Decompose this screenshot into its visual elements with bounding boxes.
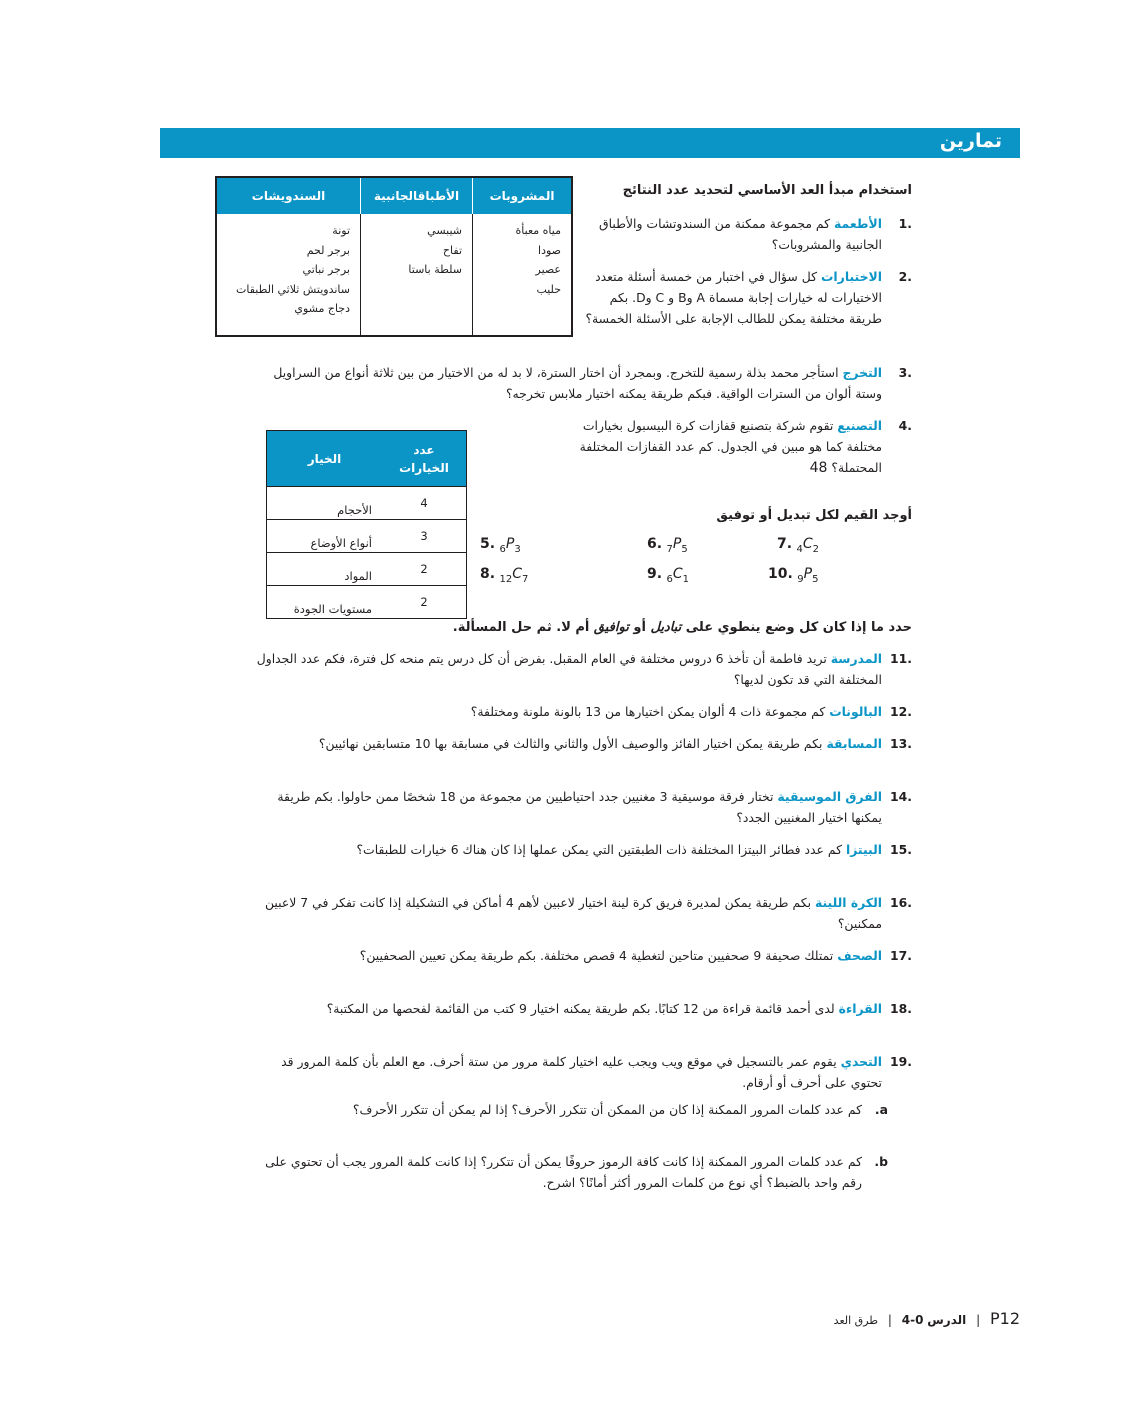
list-item: حليب (536, 282, 561, 296)
list-item: برجر نباتي (302, 263, 350, 276)
question-4 (570, 415, 912, 479)
list-item: عصير (535, 263, 561, 276)
footer-divider: | (887, 1313, 892, 1327)
page-footer (834, 1309, 1020, 1328)
expr-5 (480, 536, 521, 555)
option-label: مستويات الجودة (267, 586, 383, 619)
question-18 (262, 998, 912, 1019)
expr-number: 7. (777, 536, 793, 552)
options-table-header-row (267, 431, 467, 487)
question-text: تريد فاطمة أن تأخذ 6 دروس مختلفة في العام المقبل. بفرض أن كل درس يتم منحه كل فترة، فكم عدد الجداول المختلفة التي قد تكون لديها؟ (256, 651, 882, 687)
question-text: كم مجموعة ذات 4 ألوان يمكن اختيارها من 13 بالونة ملونة ومختلفة؟ (470, 704, 826, 719)
expr-9 (647, 566, 689, 585)
expr-number: 10. (768, 566, 793, 582)
food-table-header-row (216, 177, 572, 214)
question-text: تقوم شركة بتصنيع قفازات كرة البيسبول بخيارات مختلفة كما هو مبين في الجدول. كم عدد القفازات المختلفة المحتملة؟ (579, 418, 882, 475)
question-number: .16 (890, 895, 912, 910)
question-keyword: المدرسة (830, 651, 882, 666)
option-count: 3 (382, 520, 467, 553)
expr-letter: P (672, 536, 682, 552)
option-label: أنواع الأوضاع (267, 520, 383, 553)
question-15 (297, 839, 912, 860)
question-16 (252, 892, 912, 934)
expr-n: 12 (499, 573, 513, 585)
option-label: الأحجام (267, 487, 383, 520)
col-header-count (382, 431, 467, 487)
list-item: ساندويتش ثلاثي الطبقات (236, 282, 350, 296)
list-item: صودا (538, 243, 561, 257)
heading-part: أم لا. ثم حل المسألة. (452, 620, 590, 635)
list-item: شيبسي (427, 224, 462, 237)
question-number: .15 (890, 842, 912, 857)
col-header-sandwiches: السندويشات (216, 177, 361, 214)
question-text: بكم طريقة يمكن اختيار الفائز والوصيف الأول والثاني والثالث في مسابقة بها 10 متسابقين نهائيين؟ (318, 736, 823, 751)
question-keyword: الكرة اللينة (814, 895, 882, 910)
list-item: دجاج مشوي (294, 302, 350, 315)
heading-italic: تباديل (650, 620, 682, 635)
option-count: 2 (382, 586, 467, 619)
question-keyword: المسابقة (826, 736, 882, 751)
question-text: يقوم عمر بالتسجيل في موقع ويب ويجب عليه اختيار كلمة مرور من ستة أحرف. مع العلم بأن كلمة المرور قد تحتوي على أحرف أو أرقام. (281, 1054, 882, 1090)
table-row (267, 487, 467, 520)
question-text: كم مجموعة ممكنة من السندوتشات والأطباق الجانبية والمشروبات؟ (598, 216, 882, 252)
option-count: 4 (382, 487, 467, 520)
question-12 (262, 701, 912, 722)
lesson-label: الدرس (927, 1313, 967, 1327)
question-keyword: البيتزا (845, 842, 882, 857)
section3-heading (252, 620, 912, 635)
sandwiches-cell (216, 214, 361, 336)
heading-part: أو (633, 620, 646, 635)
expr-7 (777, 536, 819, 555)
question-13 (267, 733, 912, 754)
expr-r: 7 (522, 573, 529, 585)
question-11 (247, 648, 912, 690)
section1-heading: استخدام مبدأ العد الأساسي لتحديد عدد النتائج (622, 183, 912, 198)
question-keyword: التصنيع (837, 418, 882, 433)
question-2 (574, 266, 912, 329)
list-item: سلطة باستا (408, 263, 462, 276)
question-number: .14 (890, 789, 912, 804)
question-number: .17 (890, 948, 912, 963)
expr-n: 6 (499, 543, 506, 555)
section-header-bar (160, 128, 1020, 158)
expr-r: 5 (681, 543, 688, 555)
expr-number: 6. (647, 536, 663, 552)
lesson-title: طرق العد (833, 1314, 879, 1327)
list-item: برجر لحم (306, 243, 350, 257)
expr-n: 6 (666, 573, 673, 585)
question-text: كم عدد كلمات المرور الممكنة إذا كانت كافة الرموز حروفًا يمكن أن تتكرر؟ إذا كانت كلمة المرور يجب أن تحتوي على رقم واحد بالضبط؟ أي نوع من كلمات المرور أكثر أمانًا؟ اشرح. (265, 1154, 862, 1190)
expr-letter: P (803, 566, 813, 582)
food-table (215, 176, 573, 337)
col-header-count-line2: الخيارات (399, 460, 449, 475)
question-number: .12 (890, 704, 912, 719)
question-text: تختار فرقة موسيقية 3 مغنيين جدد احتياطيين من مجموعة من 18 شخصًا ممن حاولوا. بكم طريقة يمكنها اختيار المغنيين الجدد؟ (277, 789, 882, 825)
question-keyword: البالونات (829, 704, 882, 719)
table-row (267, 553, 467, 586)
question-keyword: الاختبارات (820, 269, 882, 284)
question-number: .3 (898, 365, 912, 380)
question-keyword: التخرج (842, 365, 882, 380)
options-table (266, 430, 467, 619)
question-number: .19 (890, 1054, 912, 1069)
section2-heading: أوجد القيم لكل تبديل أو توفيق (716, 508, 912, 523)
col-header-option: الخيار (267, 431, 383, 487)
question-14 (277, 786, 912, 828)
expr-n: 4 (796, 543, 803, 555)
question-text: لدى أحمد قائمة قراءة من 12 كتابًا. بكم طريقة يمكنه اختيار 9 كتب من القائمة لفحصها من المكتبة؟ (326, 1001, 835, 1016)
list-item: تفاح (442, 243, 462, 257)
question-keyword: الصحف (837, 948, 882, 963)
expr-10 (768, 566, 818, 585)
question-17 (292, 945, 912, 966)
question-1 (582, 213, 912, 255)
option-label: المواد (267, 553, 383, 586)
expr-letter: P (505, 536, 515, 552)
table-row (267, 520, 467, 553)
answer-value: 48 (809, 460, 828, 476)
drinks-cell (473, 214, 573, 336)
question-text: استأجر محمد بذلة رسمية للتخرج. وبمجرد أن اختار السترة، لا بد له من الاختيار من بين ثلاثة أنواع من السراويل وستة ألوان من السترات الواقية. فبكم طريقة يمكنه اختيار ملابس تخرجه؟ (273, 365, 882, 401)
heading-italic: توافيق (593, 620, 629, 635)
expr-number: 8. (480, 566, 496, 582)
sides-cell (361, 214, 473, 336)
expr-letter: C (512, 566, 523, 582)
expr-6 (647, 536, 688, 555)
question-text: بكم طريقة يمكن لمديرة فريق كرة لينة اختيار لاعبين لأهم 4 أماكن في التشكيلة إذا كانت تفكر في 7 لاعبين ممكنين؟ (264, 895, 882, 931)
expr-8 (480, 566, 528, 585)
expr-letter: C (672, 566, 683, 582)
question-number: .2 (898, 269, 912, 284)
expr-r: 2 (812, 543, 820, 555)
col-header-sides: الأطباقالجانبية (361, 177, 473, 214)
expr-n: 7 (666, 543, 673, 555)
question-text: كل سؤال في اختبار من خمسة أسئلة متعدد الاختيارات له خيارات إجابة مسماة A وB و C وD. بكم طريقة مختلفة يمكن للطالب الإجابة على الأسئلة الخمسة؟ (585, 269, 882, 326)
list-item: مياه معبأة (515, 224, 561, 237)
expr-number: 5. (480, 536, 496, 552)
lesson-number: 0-4 (901, 1313, 924, 1327)
question-number: a. (874, 1102, 888, 1117)
option-count: 2 (382, 553, 467, 586)
heading-part: حدد ما إذا كان كل وضع ينطوي على (685, 620, 912, 635)
list-item: تونة (332, 224, 350, 237)
question-19 (250, 1051, 912, 1093)
question-19a (320, 1099, 888, 1120)
question-19b (242, 1151, 888, 1193)
question-number: b. (874, 1154, 888, 1169)
expr-r: 5 (812, 573, 819, 585)
question-text: تمتلك صحيفة 9 صحفيين متاحين لتغطية 4 قصص مختلفة. بكم طريقة يمكن تعيين الصحفيين؟ (359, 948, 834, 963)
section-title: تمارين (939, 130, 1002, 152)
footer-divider: | (976, 1313, 981, 1327)
col-header-count-line1: عدد (413, 442, 435, 457)
question-number: .18 (890, 1001, 912, 1016)
question-keyword: الفرق الموسيقية (777, 789, 882, 804)
question-text: كم عدد فطائر البيتزا المختلفة ذات الطبقتين التي يمكن عملها إذا كان هناك 6 خيارات للطبقات؟ (356, 842, 843, 857)
col-header-drinks: المشروبات (473, 177, 573, 214)
page-number: P12 (989, 1309, 1020, 1328)
question-3 (252, 362, 912, 404)
question-keyword: التحدي (840, 1054, 882, 1069)
question-keyword: القراءة (838, 1001, 882, 1016)
food-table-body-row (216, 214, 572, 336)
question-number: .4 (898, 418, 912, 433)
expr-n: 9 (797, 573, 804, 585)
question-number: .13 (890, 736, 912, 751)
question-number: .1 (898, 216, 912, 231)
expr-r: 1 (682, 573, 690, 585)
question-text: كم عدد كلمات المرور الممكنة إذا كان من الممكن أن تتكرر الأحرف؟ إذا لم يمكن أن تتكرر الأحرف؟ (352, 1102, 862, 1117)
question-keyword: الأطعمة (834, 216, 882, 231)
expr-number: 9. (647, 566, 663, 582)
question-number: .11 (890, 651, 912, 666)
table-row (267, 586, 467, 619)
expr-letter: C (802, 536, 813, 552)
expr-r: 3 (514, 543, 521, 555)
